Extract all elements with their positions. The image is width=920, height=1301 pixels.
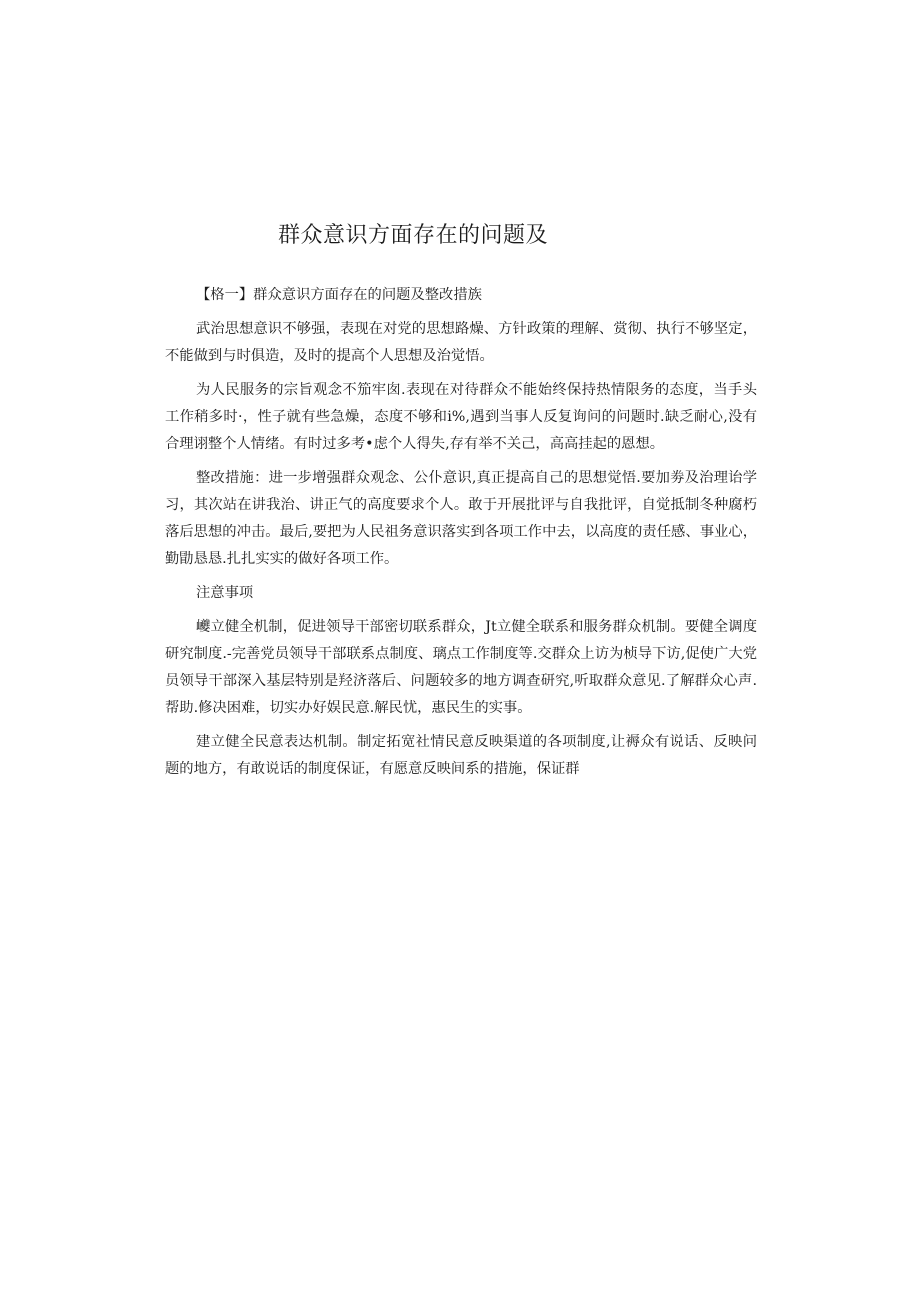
- document-subtitle: 【格一】群众意识方面存在的问题及整改措族: [196, 287, 482, 303]
- paragraph-service: 为人民服务的宗旨观念不笳牢囱.表现在对待群众不能始终保持热情限务的态度，当手头工作稍多时·，性子就有些急燥，态度不够和i%,遇到当事人反复询问的问题时.缺乏耐心,没有合理诩整个人情绪。有时过多考•虑个人得失,存有举不关己，高高挂起的恩想。: [165, 382, 757, 452]
- notes-heading: 注意事项: [196, 585, 254, 601]
- paragraph-ideology: 武治思想意识不够强，表现在对党的思想路燥、方针政策的理解、赏彻、执行不够坚定，不能做到与时俱造，及时的提高个人思想及治觉悟。: [165, 321, 757, 364]
- document-body: [165, 282, 757, 790]
- document-title: 群众意识方面存在的问题及: [278, 223, 549, 248]
- paragraph-rectification: 整改措施：进一步增强群众观念、公仆意识,真正提高自己的思想觉悟.要加劵及治理诒学习，其次站在讲我治、讲正气的高度要求个人。敢于开展批评与自我批评，自觉抵制冬种腐朽落后思想的冲击。最后,要把为人民祖务意识落实到各项工作中去，以高度的责任感、事业心，勤勖恳恳.扎扎实实的做好各项工作。: [165, 470, 757, 567]
- paragraph-expression: 建立健全民意表达机制。制定拓宽社情民意反映渠道的各项制度,让褥众有说话、反映问题的地方，有敢说话的制度保证，有愿意反映间系的措施，保证群: [165, 734, 757, 777]
- paragraph-mechanism: 巙立健全机制，促进领导干部密切联系群众，Jt立健全联系和服务群众机制。要健全调度研究制度.-完善党员领导干部联系点制度、璃点工作制度等.交群众上访为桢导下访,促使广大党员领导干部深入基层特别是羟济落后、问题较多的地方调查研究,听取群众意见.了解群众心声.帮助.修决困难，切实办好娱民意.解民忧，惠民生的实事。: [165, 619, 757, 716]
